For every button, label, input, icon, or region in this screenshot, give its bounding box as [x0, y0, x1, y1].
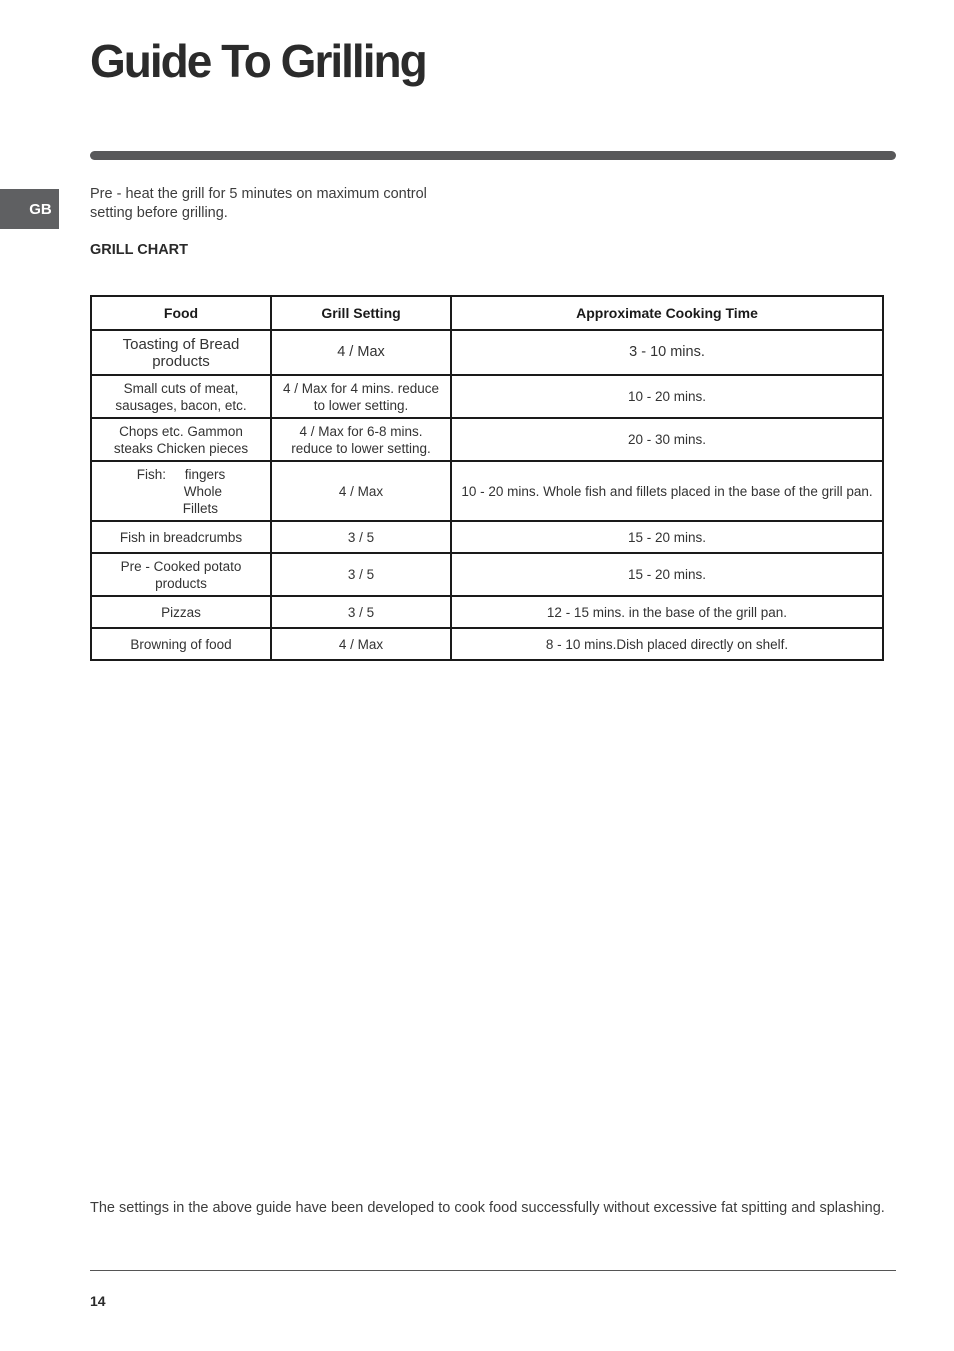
setting-cell: 4 / Max: [271, 628, 451, 660]
time-cell: 20 - 30 mins.: [451, 418, 883, 461]
page-number: 14: [90, 1293, 106, 1309]
food-cell: Chops etc. Gammon steaks Chicken pieces: [91, 418, 271, 461]
food-cell: Fish in breadcrumbs: [91, 521, 271, 553]
fish-type: Fillets: [182, 500, 218, 516]
header-food: Food: [91, 296, 271, 330]
setting-cell: 4 / Max for 4 mins. reduce to lower setting.: [271, 375, 451, 418]
setting-cell: 3 / 5: [271, 553, 451, 596]
fish-type: fingers: [184, 466, 226, 482]
table-row: [91, 521, 883, 553]
food-cell: Browning of food: [91, 628, 271, 660]
food-cell: Toasting of Bread products: [91, 330, 271, 375]
food-cell: Pre - Cooked potato products: [91, 553, 271, 596]
time-cell: 8 - 10 mins.Dish placed directly on shelf.: [451, 628, 883, 660]
time-cell: 10 - 20 mins.: [451, 375, 883, 418]
time-cell: 12 - 15 mins. in the base of the grill pan.: [451, 596, 883, 628]
language-tab: GB: [0, 189, 59, 229]
setting-cell: 4 / Max: [271, 461, 451, 521]
header-cooking-time: Approximate Cooking Time: [451, 296, 883, 330]
fish-type: Whole: [183, 483, 222, 499]
food-cell: Pizzas: [91, 596, 271, 628]
fish-label: Fish:: [136, 466, 166, 482]
setting-cell: 4 / Max: [271, 330, 451, 375]
fish-list: [137, 466, 226, 517]
setting-cell: 3 / 5: [271, 596, 451, 628]
grill-chart-heading: GRILL CHART: [90, 242, 189, 258]
table-row: [91, 330, 883, 375]
intro-text: Pre - heat the grill for 5 minutes on maximum control setting before grilling.: [90, 186, 427, 221]
time-cell: 10 - 20 mins. Whole fish and fillets placed in the base of the grill pan.: [451, 461, 883, 521]
grill-chart-table: [90, 295, 884, 661]
table-header-row: [91, 296, 883, 330]
food-cell: Small cuts of meat, sausages, bacon, etc.: [91, 375, 271, 418]
time-cell: 15 - 20 mins.: [451, 521, 883, 553]
food-cell: [91, 461, 271, 521]
table-row: [91, 375, 883, 418]
footer-divider: [90, 1270, 896, 1271]
time-cell: 15 - 20 mins.: [451, 553, 883, 596]
header-grill-setting: Grill Setting: [271, 296, 451, 330]
table-row: [91, 553, 883, 596]
table-row: [91, 628, 883, 660]
table-row: [91, 418, 883, 461]
page-title: Guide To Grilling: [90, 35, 426, 87]
footer-note: The settings in the above guide have been developed to cook food successfully without excessive fat spitting and splashing.: [90, 1200, 885, 1216]
table-row: [91, 461, 883, 521]
header-divider: [90, 151, 896, 160]
table-row: [91, 596, 883, 628]
setting-cell: 3 / 5: [271, 521, 451, 553]
setting-cell: 4 / Max for 6-8 mins. reduce to lower setting.: [271, 418, 451, 461]
time-cell: 3 - 10 mins.: [451, 330, 883, 375]
